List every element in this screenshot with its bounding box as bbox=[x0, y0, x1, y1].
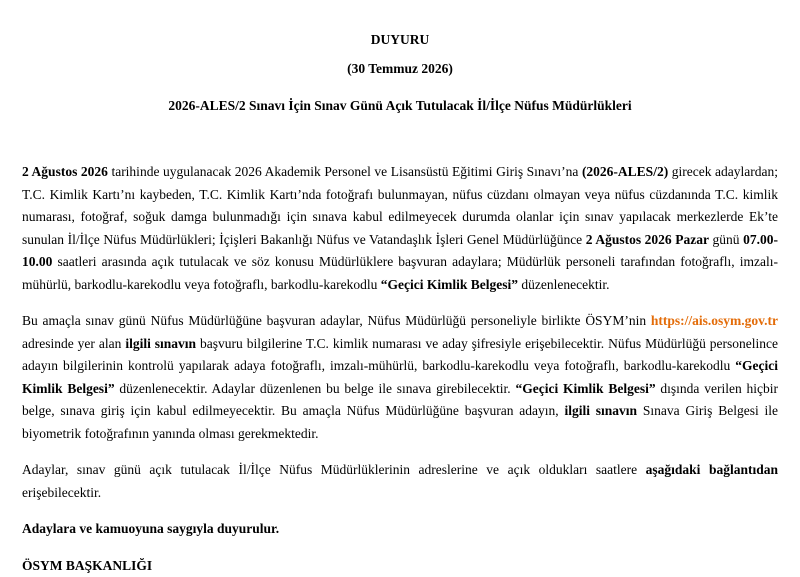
paragraph-1-text: tarihinde uygulanacak 2026 Akademik Personel ve Lisansüstü Eğitimi Giriş Sınavı’na bbox=[108, 164, 582, 179]
document-name: “Geçici Kimlik Belgesi” bbox=[516, 381, 656, 396]
paragraph-3 bbox=[22, 459, 778, 504]
paragraph-2 bbox=[22, 310, 778, 445]
addresses-link-text[interactable]: aşağıdaki bağlantıdan bbox=[646, 462, 778, 477]
open-date: 2 Ağustos 2026 Pazar bbox=[586, 232, 709, 247]
paragraph-3-text: Adaylar, sınav günü açık tutulacak İl/İlçe Nüfus Müdürlüklerinin adreslerine ve açık oldukları saatlere bbox=[22, 462, 646, 477]
exam-code: (2026-ALES/2) bbox=[582, 164, 668, 179]
paragraph-1-text: günü bbox=[709, 232, 743, 247]
paragraph-1-text: saatleri arasında açık tutulacak ve söz konusu Müdürlüklere başvuran adaylara; Müdürlük personeli tarafından fotoğraflı, imzalı-mühürlü, barkodlu-karekodlu veya fotoğraflı, barkodlu-karekodlu bbox=[22, 254, 778, 292]
announcement-date: (30 Temmuz 2026) bbox=[22, 59, 778, 79]
paragraph-2-text: düzenlenecektir. Adaylar düzenlenen bu belge ile sınava girebilecektir. bbox=[115, 381, 516, 396]
paragraph-1-text: düzenlenecektir. bbox=[518, 277, 609, 292]
exam-date: 2 Ağustos 2026 bbox=[22, 164, 108, 179]
paragraph-2-text: Bu amaçla sınav günü Nüfus Müdürlüğüne başvuran adaylar, Nüfus Müdürlüğü personeliyle birlikte ÖSYM’nin bbox=[22, 313, 651, 328]
open-hours: 07.00-10.00 bbox=[22, 232, 778, 270]
paragraph-2-text: adresinde yer alan bbox=[22, 336, 125, 351]
paragraph-3-text: erişebilecektir. bbox=[22, 485, 101, 500]
signature: ÖSYM BAŞKANLIĞI bbox=[22, 555, 778, 577]
document-name: “Geçici Kimlik Belgesi” bbox=[22, 358, 778, 396]
related-exam-text: ilgili sınavın bbox=[125, 336, 196, 351]
closing-sentence: Adaylara ve kamuoyuna saygıyla duyurulur. bbox=[22, 518, 778, 541]
paragraph-2-text: Sınava Giriş Belgesi ile biyometrik fotoğrafının yanında olması gerekmektedir. bbox=[22, 403, 778, 441]
document-name: “Geçici Kimlik Belgesi” bbox=[381, 277, 518, 292]
announcement-title: DUYURU bbox=[22, 30, 778, 50]
paragraph-1 bbox=[22, 161, 778, 296]
paragraph-2-text: dışında verilen hiçbir belge, sınava giriş için kabul edilmeyecektir. Bu amaçla Nüfus Müdürlüğüne başvuran adayın, bbox=[22, 381, 778, 419]
paragraph-2-text: başvuru bilgilerine T.C. kimlik numarası ve aday şifresiyle erişebilecektir. Nüfus Müdürlüğü personelince adayın bilgilerinin kontrolü yapılarak adaya fotoğraflı, imzalı-mühürlü, barkodlu-karekodlu veya fotoğraflı, barkodlu-karekodlu bbox=[22, 336, 778, 374]
announcement-subject: 2026-ALES/2 Sınavı İçin Sınav Günü Açık Tutulacak İl/İlçe Nüfus Müdürlükleri bbox=[22, 96, 778, 116]
paragraph-1-text: girecek adaylardan; T.C. Kimlik Kartı’nı kaybeden, T.C. Kimlik Kartı’nda fotoğrafı bulunmayan, nüfus cüzdanı olmayan veya nüfus cüzdanında T.C. kimlik numarası, fotoğraf, soğuk damga bulunmadığı için sınava kabul edilmeyecek durumda olanlar için sınav yapılacak merkezlerde Ek’te sunulan İl/İlçe Nüfus Müdürlükleri; İçişleri Bakanlığı Nüfus ve Vatandaşlık İşleri Genel Müdürlüğünce bbox=[22, 164, 778, 247]
ais-osym-link[interactable]: https://ais.osym.gov.tr bbox=[651, 313, 778, 328]
related-exam-text: ilgili sınavın bbox=[564, 403, 637, 418]
